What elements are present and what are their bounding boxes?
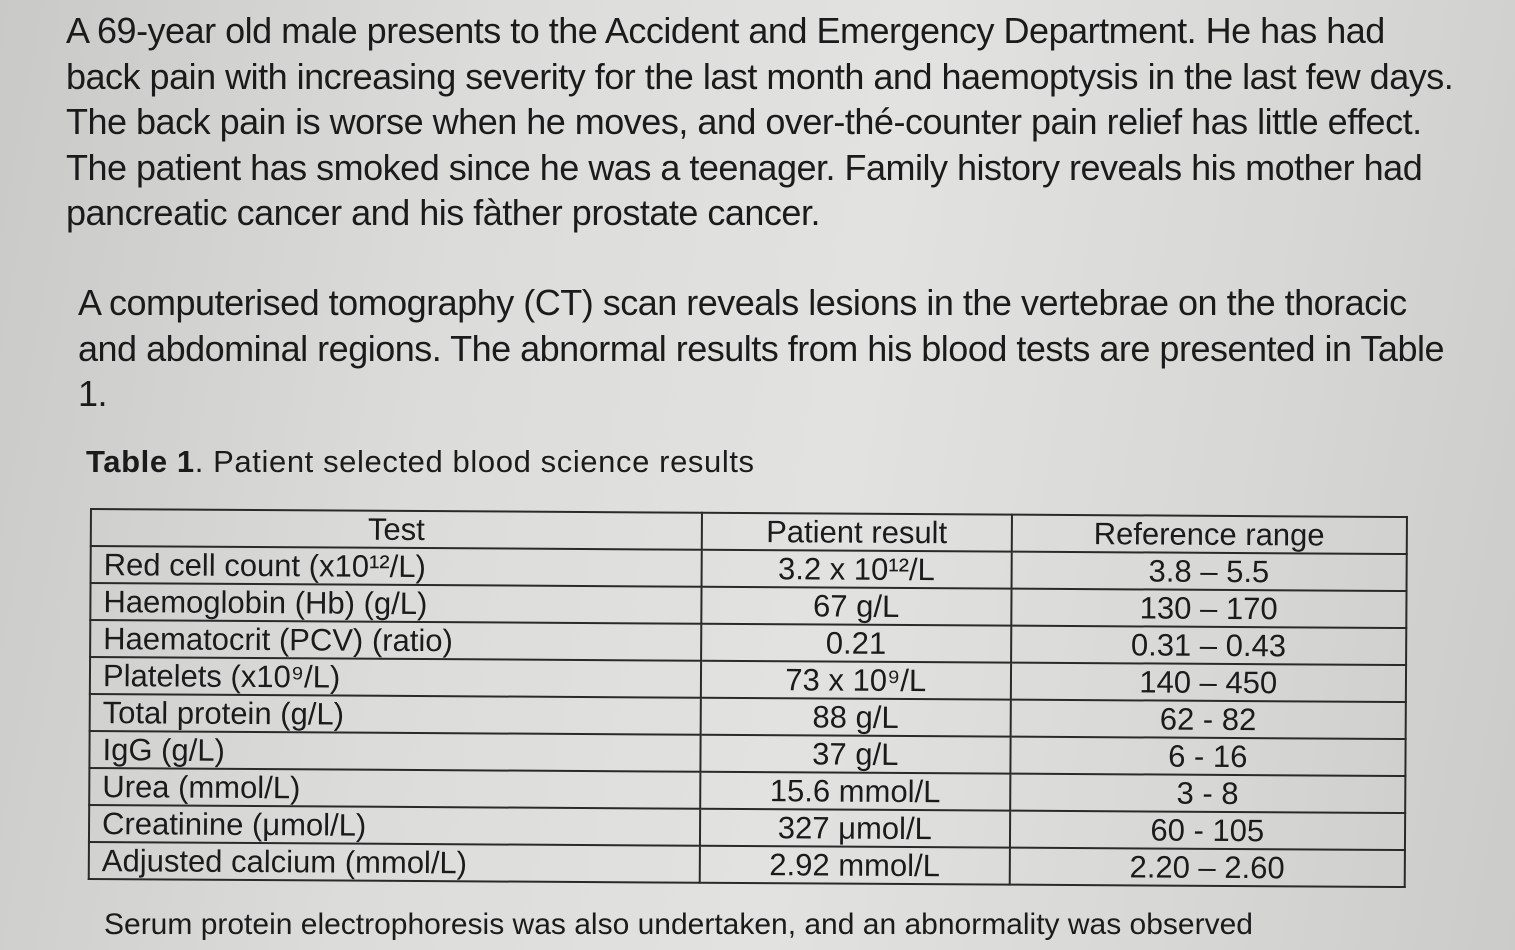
test-name: IgG (g/L) (89, 731, 700, 772)
reference-range: 3 - 8 (1010, 774, 1406, 813)
patient-result: 67 g/L (701, 587, 1011, 626)
header-test: Test (91, 509, 702, 550)
test-name: Adjusted calcium (mmol/L) (89, 842, 700, 883)
test-name: Creatinine (μmol/L) (89, 805, 700, 846)
electrophoresis-note: Serum protein electrophoresis was also undertaken, and an abnormality was observed (104, 908, 1253, 941)
case-paragraph-history: A 69-year old male presents to the Accident and Emergency Department. He has had back pain with increasing severity for the last month and haemoptysis in the last few days. The back pain is worse when he moves, and over-thé-counter pain relief has little effect. The patient has smoked since he was a teenager. Family history reveals his mother had pancreatic cancer and his fàther prostate cancer. (66, 10, 1454, 233)
patient-result: 15.6 mmol/L (700, 772, 1010, 811)
test-name: Platelets (x10⁹/L) (90, 657, 701, 698)
test-name: Total protein (g/L) (90, 694, 701, 735)
test-name: Haematocrit (PCV) (ratio) (90, 620, 701, 661)
reference-range: 140 – 450 (1010, 663, 1406, 702)
patient-result: 37 g/L (700, 735, 1010, 774)
patient-result: 3.2 x 10¹²/L (702, 550, 1012, 589)
patient-result: 0.21 (701, 624, 1011, 663)
test-name: Red cell count (x10¹²/L) (91, 546, 702, 587)
patient-result: 2.92 mmol/L (700, 846, 1010, 885)
reference-range: 3.8 – 5.5 (1011, 552, 1407, 591)
reference-range: 60 - 105 (1010, 811, 1406, 850)
reference-range: 62 - 82 (1010, 700, 1406, 739)
header-reference-range: Reference range (1011, 515, 1407, 554)
blood-results-table (88, 508, 1408, 888)
table-row (89, 842, 1405, 887)
table-caption-label: Table 1 (86, 444, 195, 479)
reference-range: 0.31 – 0.43 (1011, 626, 1407, 665)
patient-result: 327 μmol/L (700, 809, 1010, 848)
test-name: Haemoglobin (Hb) (g/L) (90, 583, 701, 624)
header-patient-result: Patient result (702, 513, 1012, 552)
reference-range: 2.20 – 2.60 (1009, 848, 1405, 887)
table-caption-text: . Patient selected blood science results (194, 444, 755, 479)
reference-range: 130 – 170 (1011, 589, 1407, 628)
patient-result: 73 x 10⁹/L (701, 661, 1011, 700)
test-name: Urea (mmol/L) (89, 768, 700, 809)
table-caption (86, 444, 755, 480)
patient-result: 88 g/L (701, 698, 1011, 737)
case-paragraph-ct-scan: A computerised tomography (CT) scan reveals lesions in the vertebrae on the thoracic and abdominal regions. The abnormal results from his blood tests are presented in Table 1. (78, 282, 1444, 414)
reference-range: 6 - 16 (1010, 737, 1406, 776)
